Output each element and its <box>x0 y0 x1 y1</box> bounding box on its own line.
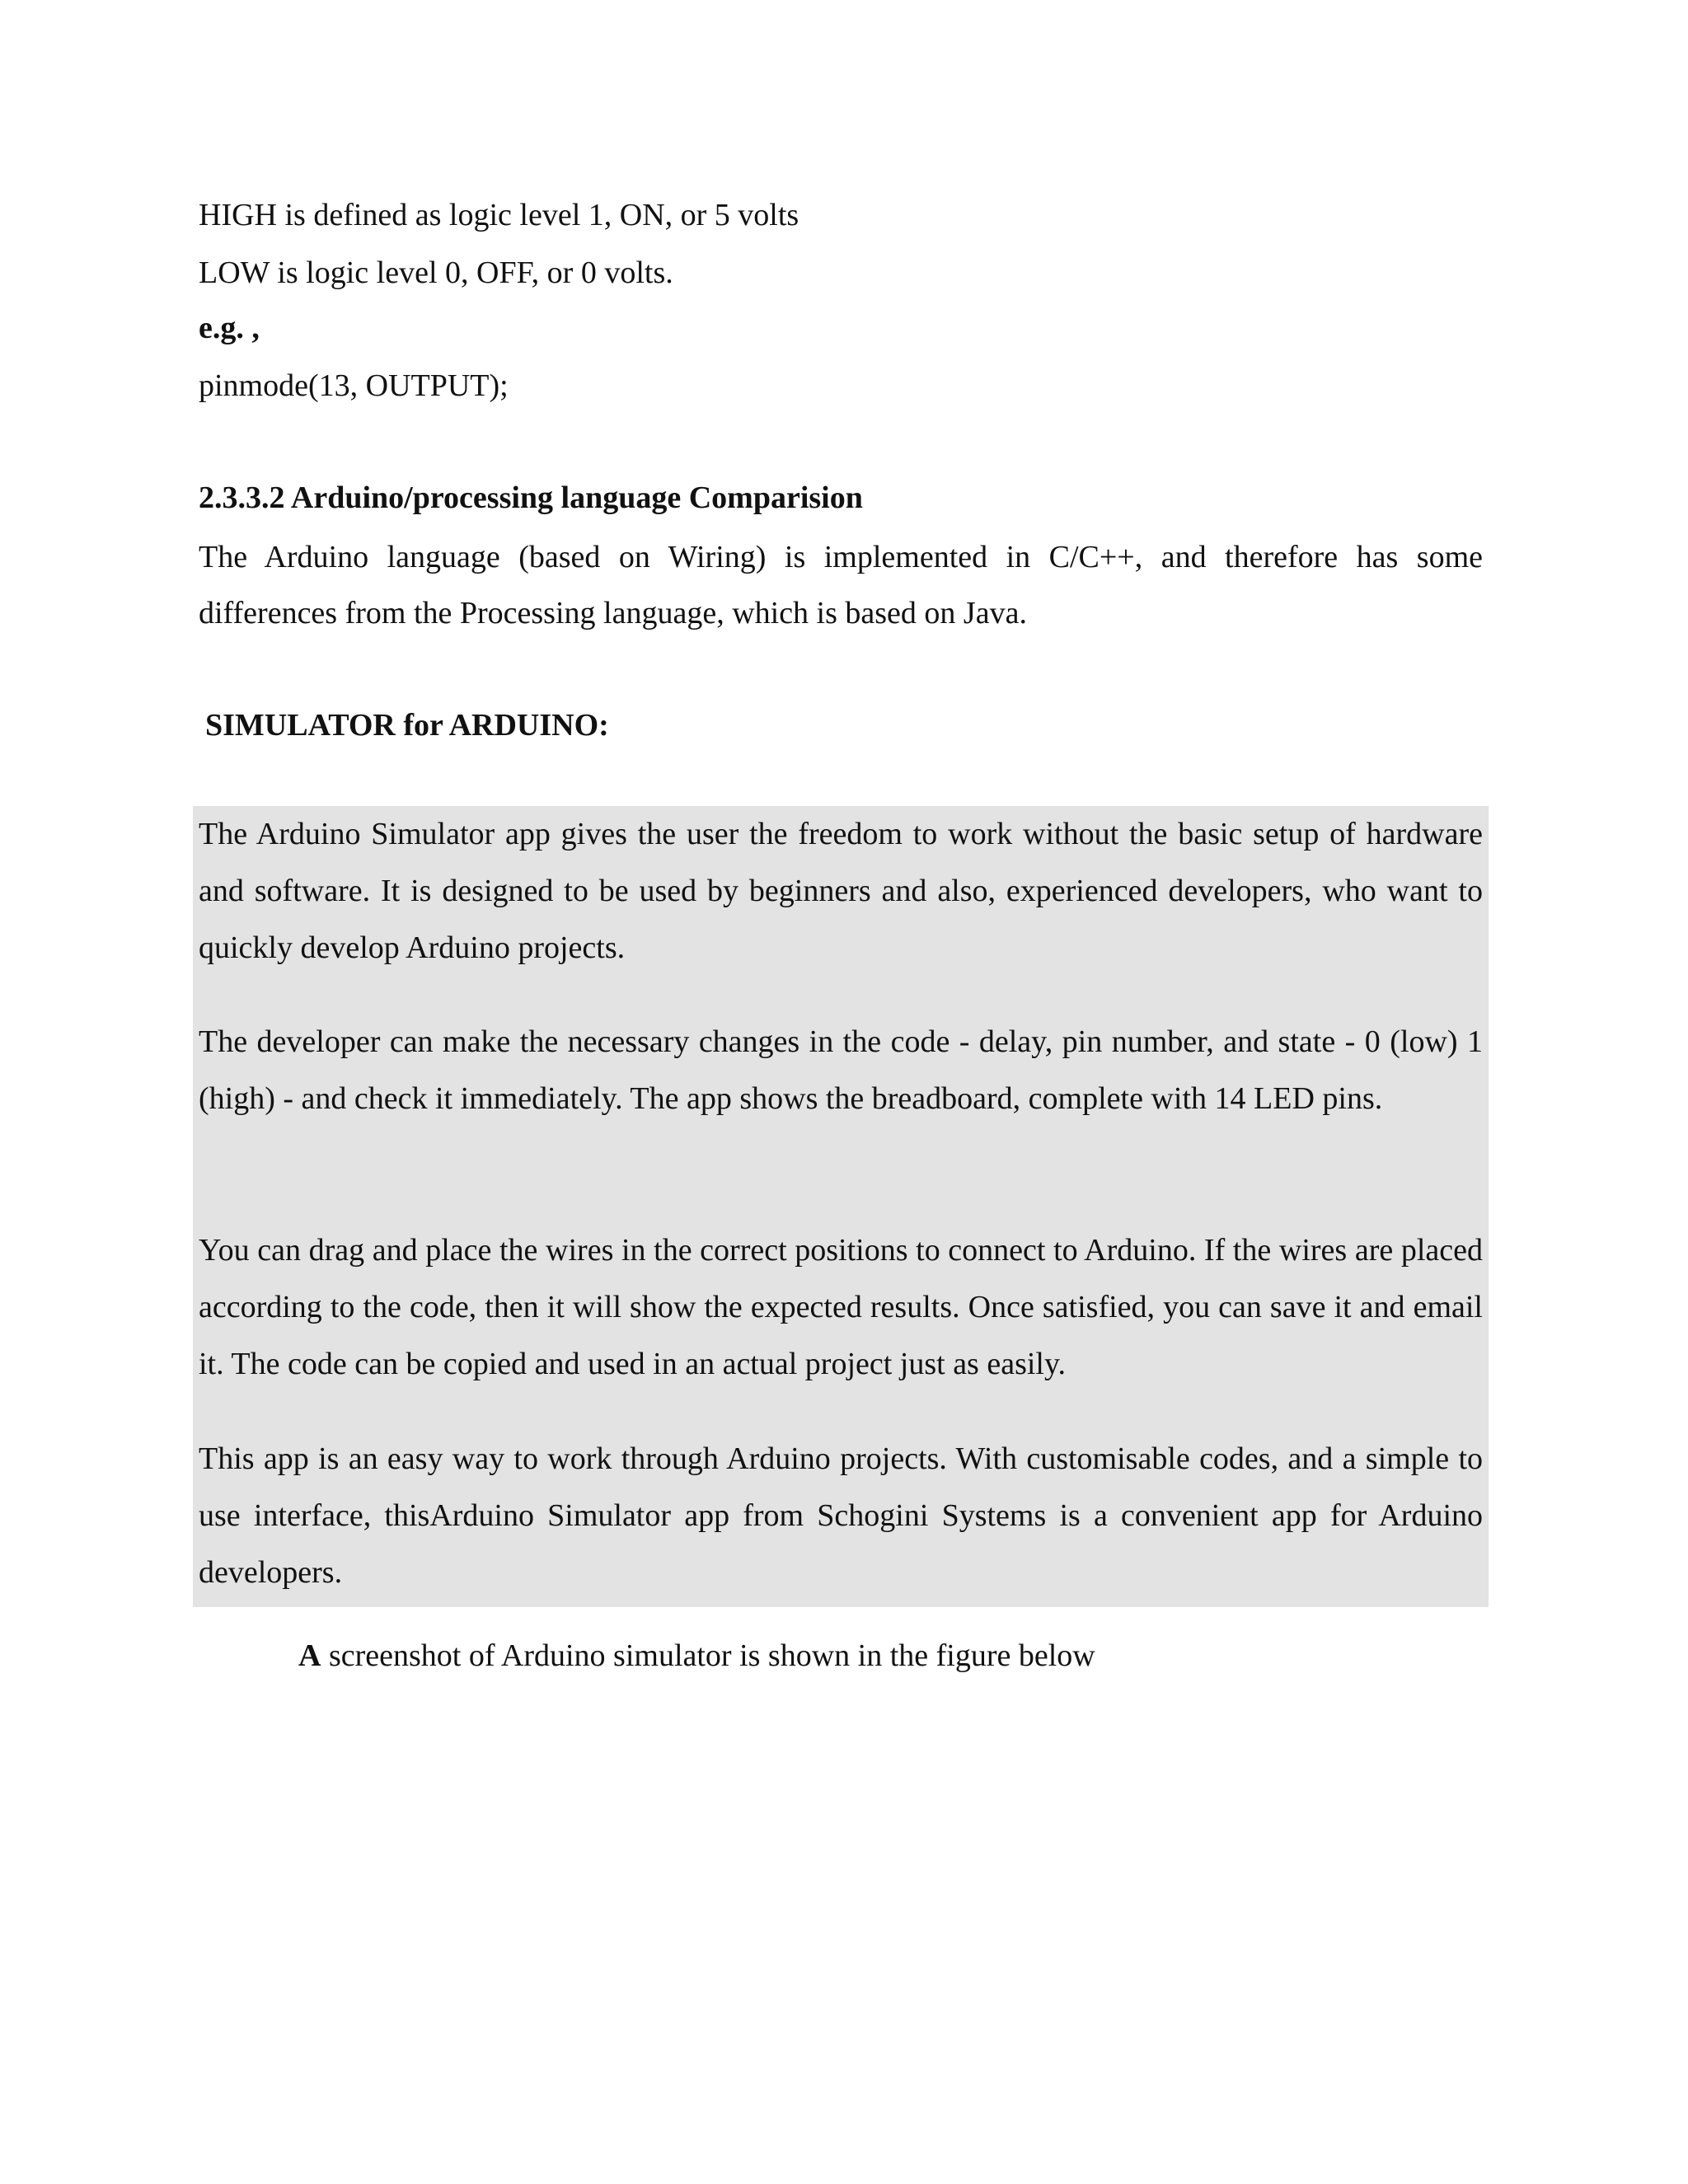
figure-caption <box>298 1636 1095 1675</box>
simulator-paragraph-1: The Arduino Simulator app gives the user the freedom to work without the basic setup of hardware and software. It is designed to be used by beginners and also, experienced developers, who want to quickly develop Arduino projects. <box>199 817 1483 965</box>
low-definition-line: LOW is logic level 0, OFF, or 0 volts. <box>199 255 673 290</box>
simulator-paragraph-2: The developer can make the necessary changes in the code - delay, pin number, and state - 0 (low) 1 (high) - and check it immediately. The app shows the breadboard, complete with 14 LED pins. <box>199 1024 1483 1116</box>
high-definition-line: HIGH is defined as logic level 1, ON, or 5 volts <box>199 198 799 232</box>
comparison-paragraph: The Arduino language (based on Wiring) is implemented in C/C++, and therefore has some differences from the Processing language, which is based on Java. <box>199 540 1483 630</box>
simulator-description-block <box>193 806 1489 1607</box>
example-label: e.g. , <box>199 311 260 345</box>
simulator-paragraph-3: You can drag and place the wires in the correct positions to connect to Arduino. If the wires are placed according to the code, then it will show the expected results. Once satisfied, you can save it and email it. The code can be copied and used in an actual project just as easily. <box>199 1233 1483 1381</box>
section-heading-comparison: 2.3.3.2 Arduino/processing language Comparision <box>199 480 863 515</box>
simulator-paragraph-4: This app is an easy way to work through Arduino projects. With customisable codes, and a simple to use interface, thisArduino Simulator app from Schogini Systems is a convenient app for Arduino developers. <box>199 1441 1483 1590</box>
caption-text: screenshot of Arduino simulator is shown in the figure below <box>321 1638 1095 1673</box>
caption-lead: A <box>298 1638 321 1673</box>
simulator-heading: SIMULATOR for ARDUINO: <box>205 708 609 743</box>
code-example: pinmode(13, OUTPUT); <box>199 368 509 403</box>
